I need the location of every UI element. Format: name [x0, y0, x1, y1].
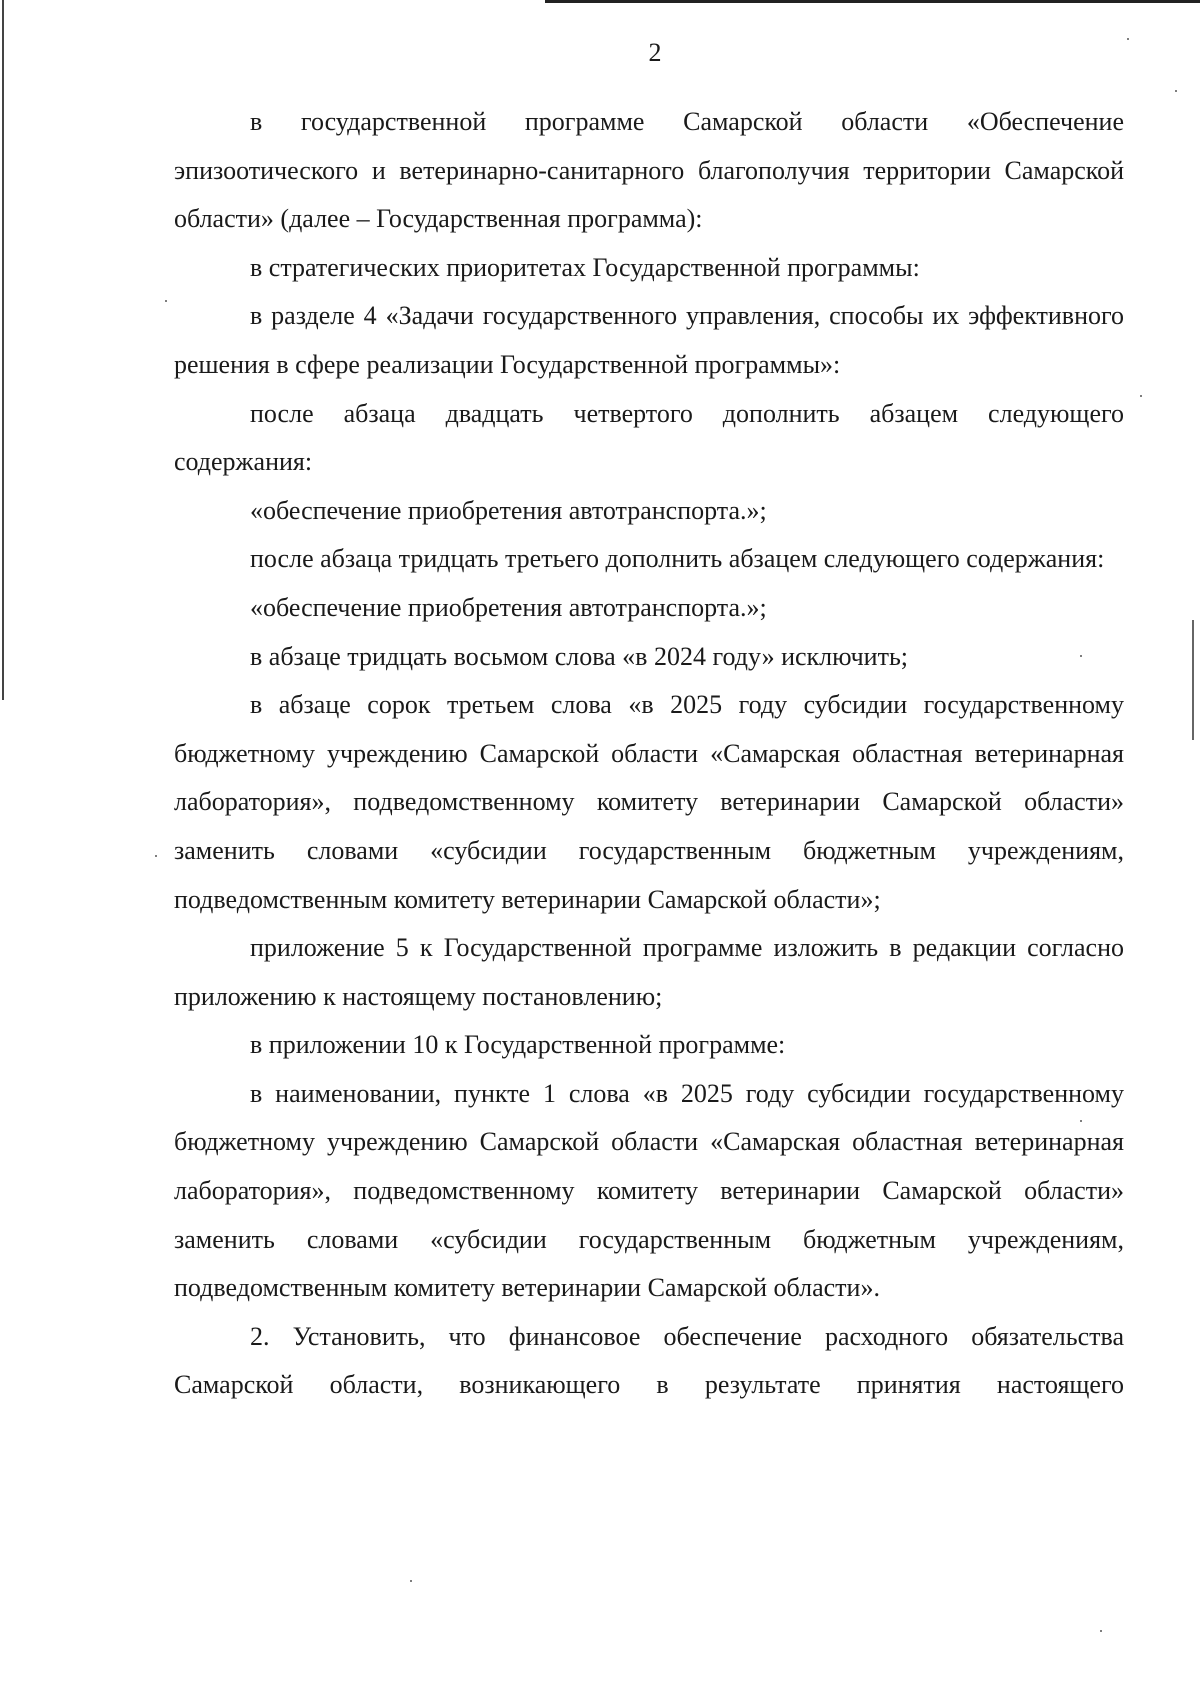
paragraph: «обеспечение приобретения автотранспорта.»; [250, 592, 767, 622]
scan-speck [1127, 38, 1129, 40]
scan-speck [1080, 655, 1082, 657]
paragraph: в абзаце тридцать восьмом слова «в 2024 году» исключить; [250, 641, 909, 671]
scan-speck [1140, 395, 1142, 397]
scan-edge-top [545, 0, 1200, 3]
paragraph: в приложении 10 к Государственной программе: [250, 1030, 786, 1060]
scan-speck [1100, 1630, 1102, 1632]
paragraph: в абзаце сорок третьем слова «в 2025 году субсидии государственному бюджетному учреждению Самарской области «Самарская областная ветеринарная лаборатория», подведомственному комитету ветеринарии Самарской области» заменить словами «субсидии государственным бюджетным учреждениям, подведомственным комитету ветеринарии Самарской области»; [174, 690, 1124, 914]
scan-speck [410, 1580, 412, 1582]
scan-speck [1175, 90, 1177, 92]
paragraph: в государственной программе Самарской области «Обеспечение эпизоотического и ветеринарно-санитарного благополучия территории Самарской области» (далее – Государственная программа): [174, 107, 1124, 234]
scan-speck [155, 855, 157, 857]
scan-speck [1080, 1120, 1082, 1122]
scan-speck [165, 300, 167, 302]
paragraph: приложение 5 к Государственной программе изложить в редакции согласно приложению к настоящему постановлению; [174, 933, 1124, 1011]
paragraph: «обеспечение приобретения автотранспорта.»; [250, 495, 767, 525]
scan-edge-left [2, 0, 4, 700]
paragraph: после абзаца тридцать третьего дополнить абзацем следующего содержания: [250, 544, 1105, 574]
page-number: 2 [648, 38, 662, 67]
paragraph: в наименовании, пункте 1 слова «в 2025 году субсидии государственному бюджетному учреждению Самарской области «Самарская областная ветеринарная лаборатория», подведомственному комитету ветеринарии Самарской области» заменить словами «субсидии государственным бюджетным учреждениям, подведомственным комитету ветеринарии Самарской области». [174, 1078, 1124, 1303]
paragraph: после абзаца двадцать четвертого дополнить абзацем следующего содержания: [174, 398, 1124, 477]
paragraph: 2. Установить, что финансовое обеспечение расходного обязательства Самарской области, возникающего в результате принятия настоящего [174, 1321, 1124, 1400]
paragraph: в разделе 4 «Задачи государственного управления, способы их эффективного решения в сфере реализации Государственной программы»: [174, 301, 1124, 379]
document-body [174, 98, 1124, 1410]
scan-edge-right [1192, 620, 1194, 740]
paragraph: в стратегических приоритетах Государственной программы: [250, 252, 920, 282]
